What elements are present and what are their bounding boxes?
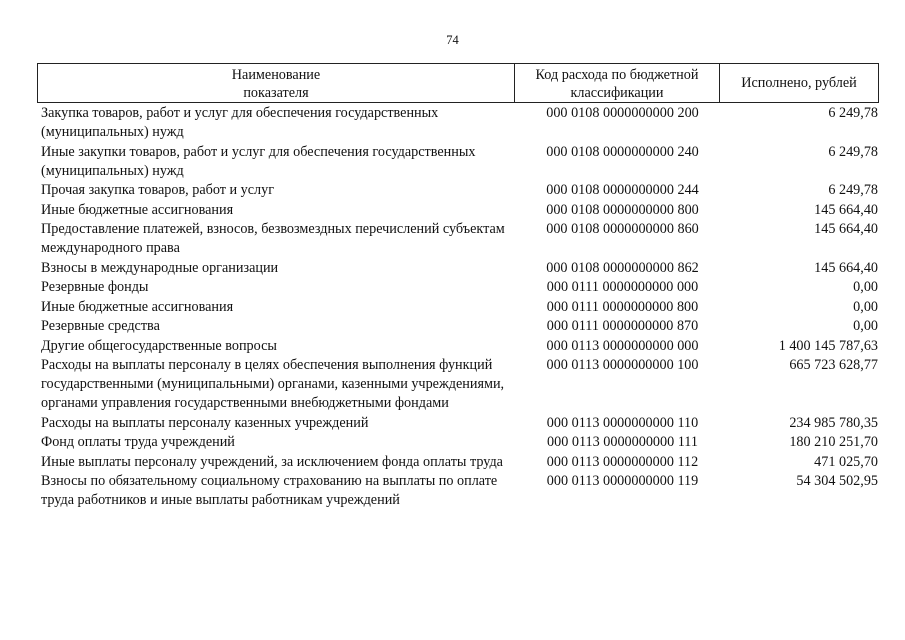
row-code: 000 0108 0000000000 200 (546, 105, 699, 121)
row-amount: 180 210 251,70 (789, 434, 878, 450)
row-name: Фонд оплаты труда учреждений (41, 434, 235, 450)
table-row (40, 220, 878, 258)
row-name: Взносы по обязательному социальному страхованию на выплаты по оплате труда работников и иные выплаты работникам учреждений (41, 473, 498, 508)
row-code: 000 0108 0000000000 860 (546, 221, 699, 237)
row-code: 000 0111 0000000000 800 (546, 298, 699, 315)
header-name-line1: Наименование (231, 67, 321, 83)
row-amount: 471 025,70 (814, 453, 878, 470)
row-name: Предоставление платежей, взносов, безвозмездных перечислений субъектам международного права (41, 221, 505, 256)
row-amount: 0,00 (853, 298, 878, 315)
row-code: 000 0113 0000000000 112 (546, 453, 699, 470)
header-name-column (38, 64, 515, 102)
row-code: 000 0113 0000000000 119 (546, 473, 699, 489)
table-row (40, 433, 878, 452)
table-body (40, 104, 878, 511)
row-name: Расходы на выплаты персоналу казенных учреждений (41, 414, 369, 431)
row-amount: 665 723 628,77 (789, 357, 878, 373)
table-row (40, 317, 878, 336)
row-amount: 0,00 (853, 279, 878, 295)
row-code: 000 0113 0000000000 111 (547, 434, 698, 450)
table-row (40, 104, 878, 142)
header-code-line1: Код расхода по бюджетной (535, 67, 699, 83)
table-header (37, 63, 879, 103)
table-row (40, 201, 878, 220)
row-amount: 6 249,78 (828, 143, 878, 160)
header-code-line2: классификации (570, 85, 664, 101)
row-name: Прочая закупка товаров, работ и услуг (41, 182, 275, 198)
row-amount: 145 664,40 (814, 221, 878, 237)
row-name: Иные бюджетные ассигнования (41, 298, 234, 315)
table-row (40, 414, 878, 433)
table-row (40, 298, 878, 317)
row-name: Иные выплаты персоналу учреждений, за исключением фонда оплаты труда (41, 453, 503, 470)
row-name: Иные бюджетные ассигнования (41, 201, 234, 218)
row-amount: 145 664,40 (814, 259, 878, 276)
row-name: Взносы в международные организации (41, 259, 279, 276)
row-code: 000 0113 0000000000 000 (546, 337, 699, 354)
table-row (40, 356, 878, 413)
table-row (40, 278, 878, 297)
row-code: 000 0108 0000000000 862 (546, 259, 699, 276)
header-amount-column: Исполнено, рублей (741, 75, 857, 91)
row-code: 000 0111 0000000000 000 (546, 279, 699, 295)
row-code: 000 0108 0000000000 244 (546, 182, 699, 198)
row-code: 000 0111 0000000000 870 (546, 318, 699, 334)
row-name: Иные закупки товаров, работ и услуг для обеспечения государственных (муниципальных) нужд (41, 143, 476, 179)
row-name: Резервные фонды (41, 279, 149, 295)
table-row (40, 337, 878, 356)
row-name: Другие общегосударственные вопросы (41, 337, 277, 354)
table-row (40, 453, 878, 472)
row-name: Расходы на выплаты персоналу в целях обеспечения выполнения функций государственными (муниципальными) органами, казенными учреждениями, органами управления государственными внебюджетными фондами (41, 357, 505, 411)
row-code: 000 0113 0000000000 100 (546, 357, 699, 373)
row-amount: 0,00 (853, 318, 878, 334)
header-code-column (515, 64, 720, 102)
page-number: 74 (446, 33, 459, 47)
table-row (40, 259, 878, 278)
table-row (40, 143, 878, 181)
row-amount: 6 249,78 (828, 182, 878, 198)
row-amount: 145 664,40 (814, 201, 878, 218)
table-row (40, 472, 878, 510)
row-code: 000 0108 0000000000 240 (546, 143, 699, 160)
row-name: Резервные средства (41, 318, 160, 334)
row-code: 000 0113 0000000000 110 (546, 414, 699, 431)
header-name-line2: показателя (243, 85, 309, 101)
row-amount: 1 400 145 787,63 (778, 337, 878, 354)
row-amount: 6 249,78 (828, 105, 878, 121)
row-code: 000 0108 0000000000 800 (546, 201, 699, 218)
row-name: Закупка товаров, работ и услуг для обеспечения государственных (муниципальных) нужд (41, 105, 439, 140)
table-row (40, 181, 878, 200)
row-amount: 234 985 780,35 (789, 414, 878, 431)
row-amount: 54 304 502,95 (796, 473, 878, 489)
